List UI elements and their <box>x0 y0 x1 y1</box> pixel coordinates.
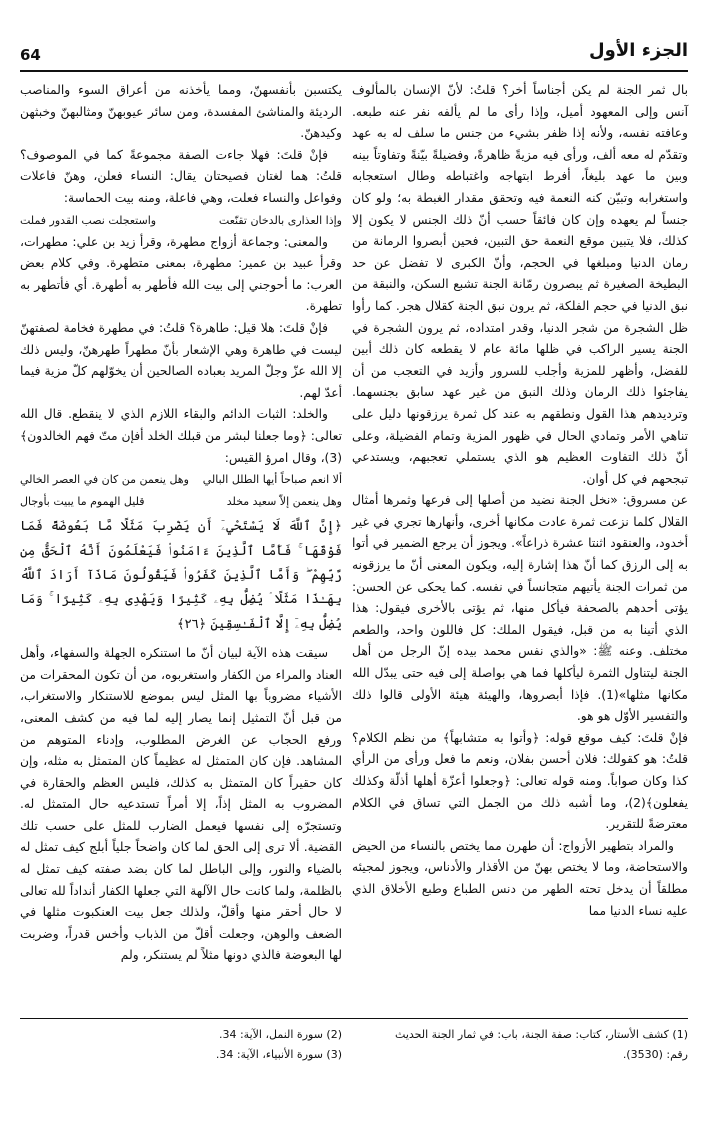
paragraph: والمعنى: وجماعة أزواج مطهرة، وقرأ زيد بن علي: مطهرات، وقرأ عبيد بن عمير: مطهرة، بمعنى متطهرة. وفي كلام بعض العرب: ما أحوجني إلى بيت الله فأطهر به أطهرة. أي فأتطهر به تطهرة. <box>20 234 342 314</box>
footnote-right <box>352 1025 688 1065</box>
footnote-rule <box>20 1018 688 1019</box>
header-rule <box>20 70 688 72</box>
verse-hemistich: وإذا العذارى بالدخان تقنّعت <box>218 213 342 227</box>
poetry-verse <box>20 469 342 491</box>
right-column <box>352 80 688 922</box>
paragraph: فإنْ قلتَ: هلا قيل: طاهرة؟ قلتُ: في مطهرة فخامة لصفتهنّ ليست في طاهرة وهي الإشعار بأنّ مطهراً طهرهنّ، وليس ذلك إلا الله عزّ وجلّ المريد بعباده الصالحين أن يخوّلهم كلّ مزية فيما أعدّ لهم. <box>20 320 342 400</box>
paragraph: فإنْ قلتَ: فهلا جاءت الصفة مجموعةً كما في الموصوف؟ قلتُ: هما لغتان فصيحتان يقال: النساء فعلن، وهنّ فاعلات وفواعل والنساء فعلت، وهي فاعلة، ومنه بيت الحماسة: <box>20 147 342 205</box>
verse-hemistich: وهل ينعمن من كان في العصر الخالي <box>20 473 189 487</box>
verse-hemistich: وهل ينعمن إلاّ سعيد مخلد <box>226 495 342 509</box>
paragraph: والخلد: الثبات الدائم والبقاء اللازم الذي لا ينقطع. قال الله تعالى: ﴿وما جعلنا لبشر من قبلك الخلد أفإن متّ فهم الخالدون﴾(3)، وقال امرؤ القيس: <box>20 407 342 465</box>
poetry-verse <box>20 210 342 232</box>
page-header <box>20 40 688 70</box>
paragraph: بال ثمر الجنة لم يكن أجناساً أخر؟ قلتُ: لأنّ الإنسان بالمألوف آنس وإلى المعهود أميل، وإذا رأى ما لم يألفه نفر عنه طبعه. وعافته نفسه، ولأنه إذا ظفر بشيء من جنس ما سلف له به عهد وتقدّم له معه ألف، ورأى فيه مزيةً ظاهرةً، وفضيلةً بيّنةً وتفاوتاً بينه وبين ما عهد بليغاً، أفرط ابتهاجه واغتباطه وطال استعجابه واستغرابه وتبيّن كنه النعمة فيه وتحقق مقدار الغبطة به؛ ولو كان جنساً لم يعهده وإن كان فائقاً حسب أنّ ذلك الجنس لا يكون إلا كذلك، فلا يتبين موقع النعمة حق التبين، فحين أبصروا الرمانة من رمان الدنيا ومبلغها في الحجم، وأنّ الكبرى لا تفضل عن حد البطيخة الصغيرة ثم يبصرون رمّانة الجنة تشبع السكن، والنبقة من نبق الدنيا في حجم الفلكة، ثم يرون نبق الجنة كقلال هجر. كما رأوا ظل الشجرة من شجر الدنيا، وقدر امتداده، ثم يرون الشجرة في الجنة يسير الراكب في ظلها مائة عام لا يقطعه كان ذلك أبين للفضل، وأظهر للمزية وأجلب للسرور وأزيد في التعجب من أن يفاجئوا ذلك الرمان وذلك النبق من غير عهد سابق بجنسهما. وترديدهم هذا القول ونطقهم به عند كل ثمرة يرزقونها دليل على تناهي الأمر وتمادي الحال في ظهور المزية وتمام الفضيلة، وعلى أنّ ذلك التفاوت العظيم هو الذي يستملي تعجبهم، ويستدعي تبجحهم في كل أوان. <box>352 83 688 486</box>
verse-hemistich: واستعجلت نصب القدور فملت <box>20 213 157 227</box>
verse-hemistich: ألا انعم صباحاً أيها الطلل البالي <box>202 473 342 487</box>
paragraph: عن مسروق: «نخل الجنة نضيد من أصلها إلى فرعها وثمرها أمثال القلال كلما نزعت ثمرة عادت مكانها أخرى، وأنهارها تجري في غير أخدود، والعنقود اثنتا عشرة ذراعاً». ويجوز أن يرجع الضمير في أتوا به إلى الرزق كما أنّ هذا إشارة إليه، ويكون المعنى أنّ ما يرزقونه من ثمرات الجنة يأتيهم متجانساً في نفسه. كما يحكى عن الحسن: يؤتى أحدهم بالصحفة فيأكل منها، ثم يؤتى بالأخرى فيقول: هذا الذي أتينا به من قبل، فيقول الملك: كل فاللون واحد، والطعم مختلف. وعنه ﷺ: «والذي نفس محمد بيده إنّ الرجل من أهل الجنة ليتناول الثمرة ليأكلها فما هي بواصلة إلى فيه حتى يبدّل الله مكانها مثلها»(1). فإذا أبصروها، والهيئة هيئة الأولى قالوا ذلك والتفسير الأوّل هو هو. <box>352 493 688 724</box>
quran-verse: ﴿إِنَّ ٱللَّهَ لَا يَسْتَحْيِۦٓ أَن يَضْرِبَ مَثَلًا مَّا بَعُوضَةً فَمَا فَوْقَهَا ۚ فَأَمَّا ٱلَّذِينَ ءَامَنُوا۟ فَيَعْلَمُونَ أَنَّهُ ٱلْحَقُّ مِن رَّبِّهِمْ ۖ وَأَمَّا ٱلَّذِينَ كَفَرُوا۟ فَيَقُولُونَ مَاذَآ أَرَادَ ٱللَّهُ بِهَـٰذَا مَثَلًا ۘ يُضِلُّ بِهِۦ كَثِيرًا وَيَهْدِى بِهِۦ كَثِيرًا ۚ وَمَا يُضِلُّ بِهِۦٓ إِلَّا ٱلْفَـٰسِقِينَ ﴿٢٦﴾ <box>20 519 342 632</box>
left-column <box>20 80 342 967</box>
footnote: (3) سورة الأنبياء، الآية: 34. <box>215 1048 342 1061</box>
page-number: 64 <box>20 46 41 64</box>
footnote: رقم: (3530). <box>622 1048 688 1061</box>
verse-hemistich: قليل الهموم ما يبيت بأوجال <box>20 495 145 509</box>
paragraph: يكتسبن بأنفسهنّ، ومما يأخذنه من أعراق السوء والمناصب الرديئة والمناشئ المفسدة، ومن سائر عيوبهنّ ومثالبهنّ وخبثهن وكيدهنّ. <box>20 83 342 141</box>
part-title: الجزء الأول <box>589 40 688 61</box>
paragraph: والمراد بتطهير الأزواج: أن طهرن مما يختص بالنساء من الحيض والاستحاضة، وما لا يختص بهنّ من الأقذار والأدناس، ويجوز لمجيئه مطلقاً أن يدخل تحته الطهر من دنس الطباع وطبع الأخلاق الذي عليه نساء الدنيا مما <box>352 838 688 918</box>
footnote-left <box>20 1025 342 1065</box>
footnote: (2) سورة النمل، الآية: 34. <box>218 1028 342 1041</box>
paragraph: فإنْ قلتَ: كيف موقع قوله: ﴿وأتوا به متشابهاً﴾ من نظم الكلام؟ قلتُ: هو كقولك: فلان أحسن بفلان، ونعم ما فعل ورأى من الرأي كذا وكان صواباً. ومنه قوله تعالى: ﴿وجعلوا أعزّة أهلها أذلّة وكذلك يفعلون﴾(2)، وما أشبه ذلك من الجمل التي تساق في الكلام معترضةً للتقرير. <box>352 730 688 832</box>
poetry-verse <box>20 491 342 513</box>
footnote: (1) كشف الأستار، كتاب: صفة الجنة، باب: في ثمار الجنة الحديث <box>395 1028 688 1041</box>
paragraph: سيقت هذه الآية لبيان أنّ ما استنكره الجهلة والسفهاء، وأهل العناد والمراء من الكفار واستغربوه، من أن تكون المحقرات من الأشياء مضروباً بها المثل ليس بموضع للاستنكار والاستغراب، من قبل أنّ التمثيل إنما يصار إليه لما فيه من كشف المعنى، ورفع الحجاب عن الغرض المطلوب، وإدناء المتوهم من المشاهد. فإن كان المتمثل له عظيماً كان المتمثل به مثله، وإن كان حقيراً كان المتمثل به كذلك، فليس العظم والحقارة في المضروب به المثل إذاً، إلا أمراً تستدعيه حال المتمثل له. وتستجرّه إلى نفسها فيعمل الضارب للمثل على حسب تلك القضية. ألا ترى إلى الحق لما كان واضحاً جلياً أبلج كيف تمثل له بالضياء والنور، وإلى الباطل لما كان بضد صفته كيف تمثل له بالظلمة، ولما كانت حال الآلهة التي جعلها الكفار أنداداً لله تعالى لا حال أحقر منها وأقلّ، ولذلك جعل بيت العنكبوت مثلها في الضعف والوهن، وجعلت أقلّ من الذباب وأخس قدراً، وضربت لها البعوضة فالذي دونها مثلاً لم يستنكر، ولم <box>20 646 342 963</box>
